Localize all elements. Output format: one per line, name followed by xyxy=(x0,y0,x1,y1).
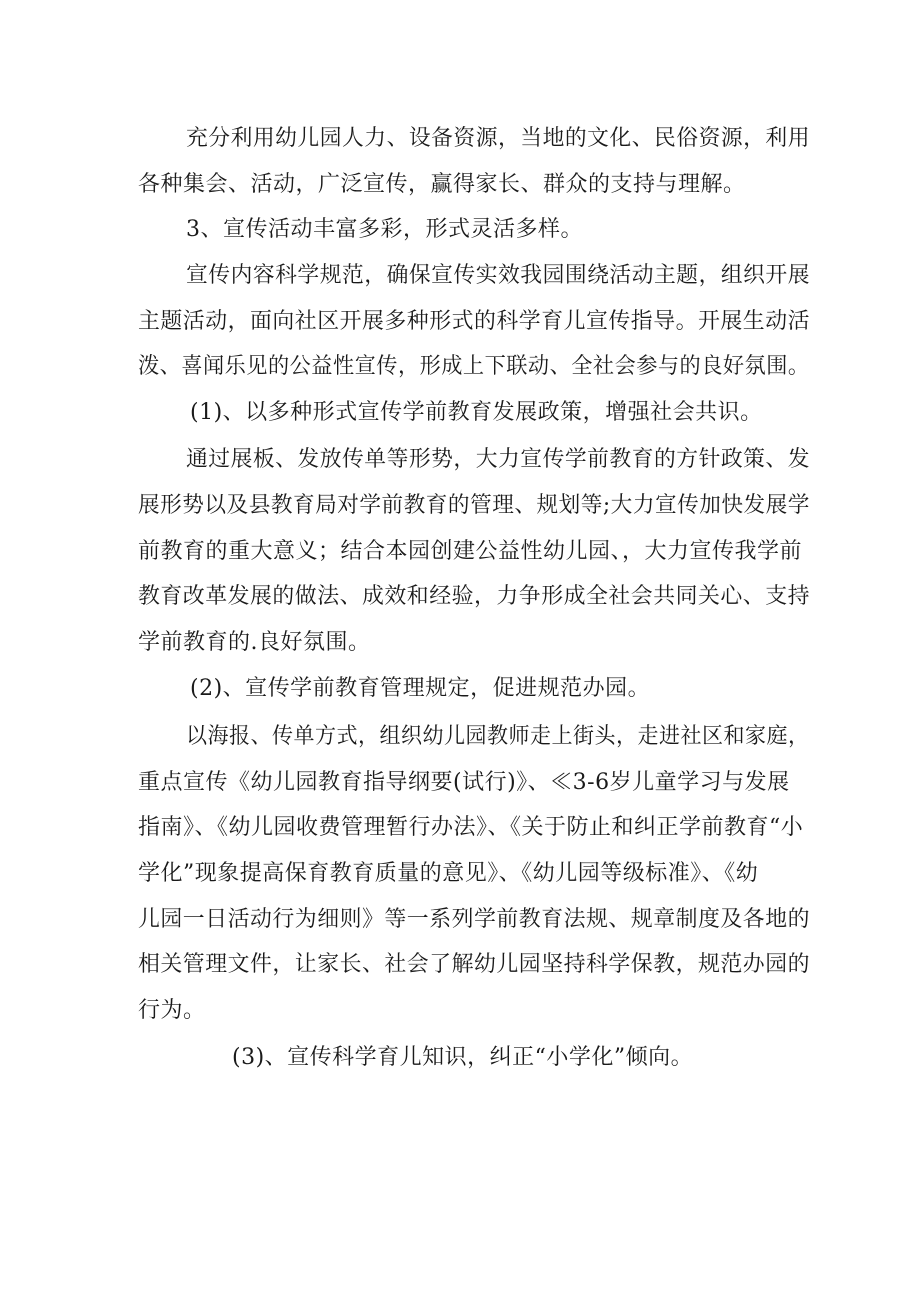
text-line: 儿园一日活动行为细则》等一系列学前教育法规、规章制度及各地的 xyxy=(138,907,811,932)
text-line: 以海报、传单方式，组织幼儿园教师走上街头，走进社区和家庭， xyxy=(186,724,810,749)
text-line: 泼、喜闻乐见的公益性宣传，形成上下联动、全社会参与的良好氛围。 xyxy=(138,354,810,379)
section-heading: 3、宣传活动丰富多彩，形式灵活多样。 xyxy=(186,217,583,242)
text-line: 指南》、《幼儿园收费管理暂行办法》、《关于防止和纠正学前教育“小 xyxy=(138,815,804,840)
text-line: 展形势以及县教育局对学前教育的管理、规划等;大力宣传加快发展学 xyxy=(138,493,810,518)
text-line: 充分利用幼儿园人力、设备资源，当地的文化、民俗资源，利用 xyxy=(186,126,811,151)
text-line: 各种集会、活动，广泛宣传，赢得家长、群众的支持与理解。 xyxy=(138,172,746,197)
text-line: 前教育的重大意义；结合本园创建公益性幼儿园、，大力宣传我学前 xyxy=(138,539,803,564)
subsection-heading: (2)、宣传学前教育管理规定，促进规范办园。 xyxy=(190,676,651,701)
text-line: 重点宣传《幼儿园教育指导纲要(试行)》、≪3-6岁儿童学习与发展 xyxy=(138,770,790,795)
text-line: 学前教育的.良好氛围。 xyxy=(138,630,371,655)
subsection-heading: (3)、宣传科学育儿知识，纠正“小学化”倾向。 xyxy=(232,1045,694,1070)
text-line: 相关管理文件，让家长、社会了解幼儿园坚持科学保教，规范办园的 xyxy=(138,952,811,977)
text-line: 通过展板、发放传单等形势，大力宣传学前教育的方针政策、发 xyxy=(186,447,811,472)
subsection-heading: (1)、以多种形式宣传学前教育发展政策，增强社会共识。 xyxy=(190,400,763,425)
text-line: 主题活动，面向社区开展多种形式的科学育儿宣传指导。开展生动活 xyxy=(138,309,811,334)
text-line: 教育改革发展的做法、成效和经验，力争形成全社会共同关心、支持 xyxy=(138,584,811,609)
text-line: 学化”现象提高保育教育质量的意见》、《幼儿园等级标准》、《幼 xyxy=(138,861,759,886)
text-line: 宣传内容科学规范，确保宣传实效我园围绕活动主题，组织开展 xyxy=(186,263,811,288)
text-line: 行为。 xyxy=(138,998,206,1023)
